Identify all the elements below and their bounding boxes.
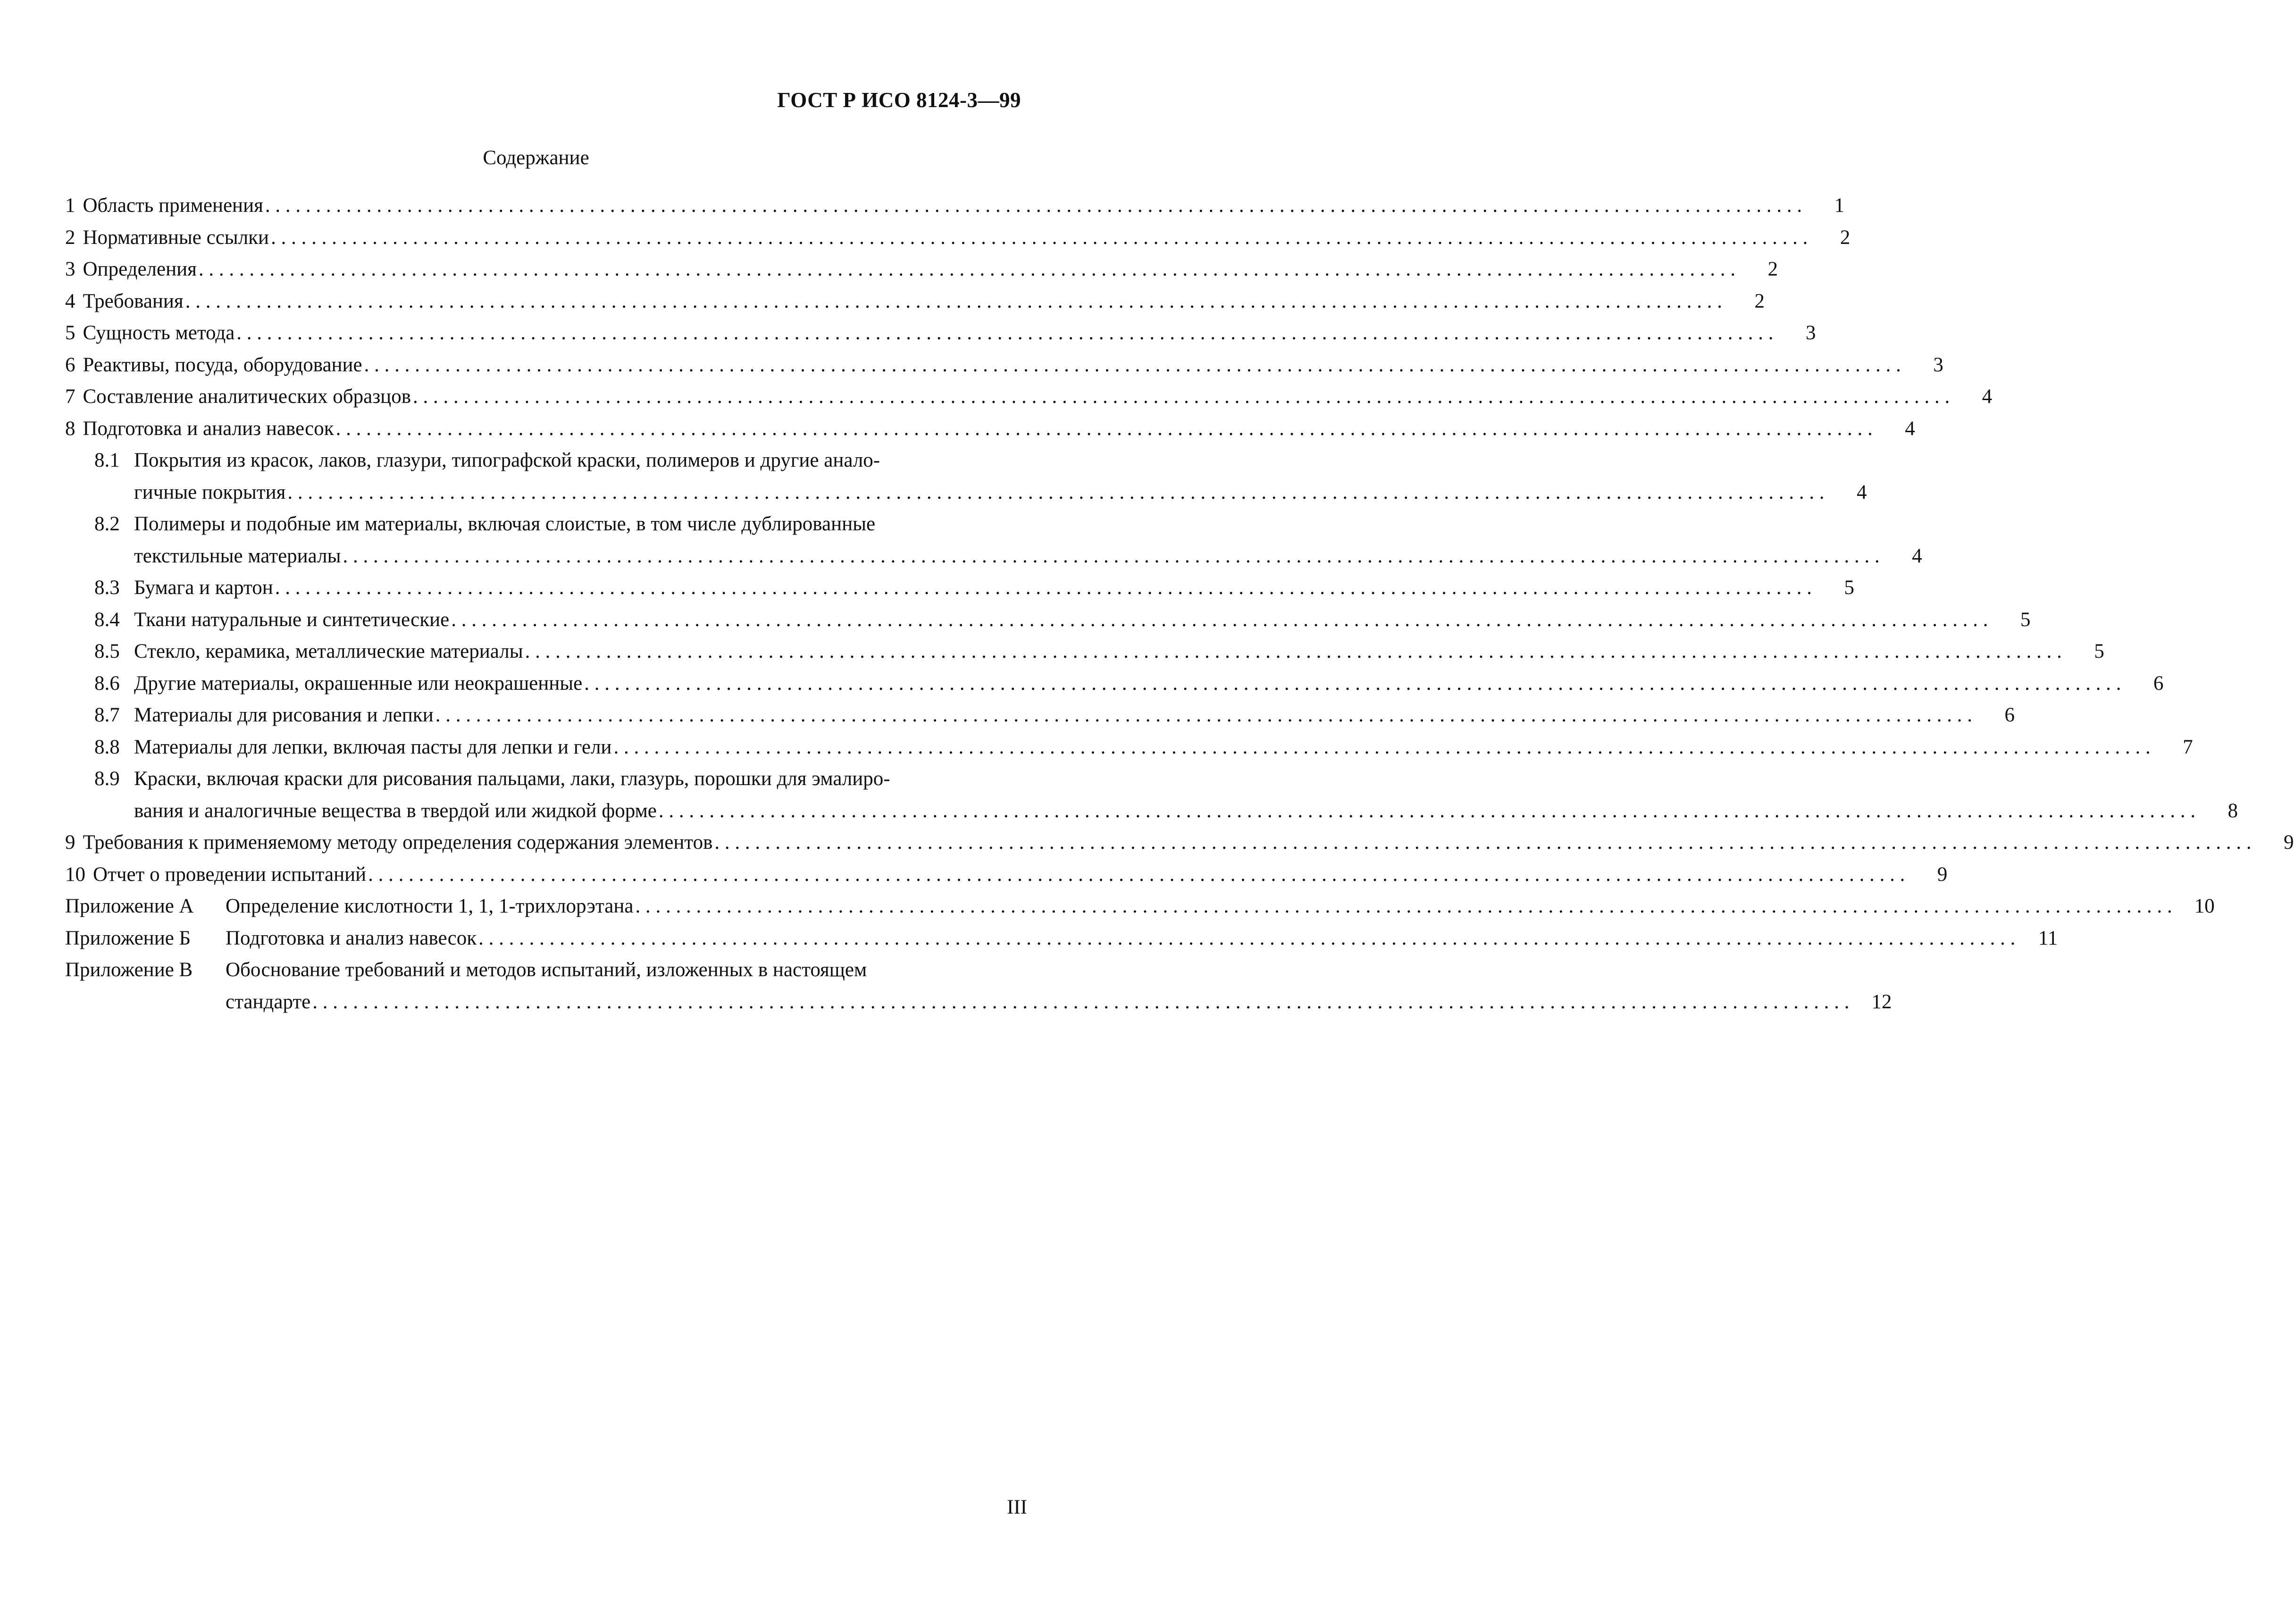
toc-entry-title: Покрытия из красок, лаков, глазури, типографской краски, полимеров и другие анало- xyxy=(134,449,880,471)
leader-dots xyxy=(273,572,1812,604)
toc-entry[interactable] xyxy=(65,285,1765,318)
leader-dots xyxy=(197,253,1735,285)
toc-entry[interactable] xyxy=(65,827,2294,859)
toc-entry-page: 10 xyxy=(2194,895,2215,917)
toc-entry[interactable] xyxy=(65,253,1778,285)
leader-dots xyxy=(712,827,2251,859)
toc-entry[interactable] xyxy=(65,859,1948,891)
toc-entry-title: Определение кислотности 1, 1, 1-трихлорэтана xyxy=(226,895,634,917)
toc-subentry[interactable] xyxy=(65,699,2015,731)
toc-entry-title: Подготовка и анализ навесок xyxy=(83,417,334,440)
toc-entry-title: Полимеры и подобные им материалы, включая слоистые, в том числе дублированные xyxy=(134,513,876,535)
toc-entry[interactable] xyxy=(65,222,1850,254)
toc-title: Содержание xyxy=(483,147,589,169)
toc-entry-number: 8.5 xyxy=(94,640,120,662)
document-code: ГОСТ Р ИСО 8124-3—99 xyxy=(777,88,1021,112)
toc-entry-page: 1 xyxy=(1834,194,1845,217)
toc-entry-title: Сущность метода xyxy=(83,322,235,344)
toc-entry-number: 8.3 xyxy=(94,577,120,599)
toc-entry-page: 4 xyxy=(1857,481,1867,503)
table-of-contents xyxy=(65,190,2294,1018)
toc-entry-number: 2 xyxy=(65,226,75,249)
toc-subentry[interactable] xyxy=(65,636,2104,668)
toc-entry-page: 2 xyxy=(1767,258,1778,280)
toc-entry-number: 8.4 xyxy=(94,608,120,631)
toc-entry[interactable] xyxy=(65,349,1943,381)
toc-entry-page: 4 xyxy=(1982,385,1993,408)
toc-entry-title: Ткани натуральные и синтетические xyxy=(134,608,450,631)
toc-entry[interactable] xyxy=(65,381,1993,413)
toc-entry-page: 6 xyxy=(2004,704,2015,726)
toc-entry-page: 9 xyxy=(2284,831,2294,854)
toc-entry-number: 8.1 xyxy=(94,449,120,471)
toc-subentry[interactable] xyxy=(65,444,1023,477)
toc-entry-title: Определения xyxy=(83,258,197,280)
toc-entry-title: Обоснование требований и методов испытаний, изложенных в настоящем xyxy=(226,959,867,981)
toc-subentry[interactable] xyxy=(65,668,2164,700)
toc-subentry-continuation[interactable] xyxy=(65,795,2238,827)
toc-entry[interactable] xyxy=(65,317,1816,349)
toc-entry-page: 12 xyxy=(1871,990,1892,1013)
toc-appendix-label: Приложение А xyxy=(65,895,194,917)
toc-entry-number: 8.8 xyxy=(94,736,120,758)
toc-entry-page: 9 xyxy=(1937,863,1948,886)
toc-entry-page: 2 xyxy=(1754,290,1765,312)
leader-dots xyxy=(334,413,1873,445)
toc-subentry-continuation[interactable] xyxy=(65,477,1867,509)
toc-entry-title-continuation: стандарте xyxy=(226,990,311,1013)
toc-appendix-continuation[interactable] xyxy=(65,986,1892,1018)
toc-entry-title: Требования xyxy=(83,290,184,312)
toc-subentry-continuation[interactable] xyxy=(65,540,1922,572)
toc-entry-title: Бумага и картон xyxy=(134,577,273,599)
toc-appendix-label: Приложение Б xyxy=(65,927,191,949)
toc-entry-number: 1 xyxy=(65,194,75,217)
toc-entry-page: 4 xyxy=(1905,417,1915,440)
toc-entry-number: 5 xyxy=(65,322,75,344)
leader-dots xyxy=(263,190,1802,222)
toc-entry-page: 5 xyxy=(2020,608,2031,631)
leader-dots xyxy=(366,859,1905,891)
toc-entry-number: 8.9 xyxy=(94,768,120,790)
toc-subentry[interactable] xyxy=(65,604,2031,636)
toc-entry-number: 4 xyxy=(65,290,75,312)
leader-dots xyxy=(285,477,1824,509)
toc-entry-title: Краски, включая краски для рисования пальцами, лаки, глазурь, порошки для эмалиро- xyxy=(134,768,890,790)
toc-entry-page: 4 xyxy=(1912,544,1922,567)
toc-entry-number: 7 xyxy=(65,385,75,408)
toc-subentry[interactable] xyxy=(65,572,1855,604)
toc-entry-title-continuation: гичные покрытия xyxy=(134,481,286,503)
toc-entry-number: 8.2 xyxy=(94,513,120,535)
toc-entry-number: 9 xyxy=(65,831,75,854)
toc-subentry[interactable] xyxy=(65,763,1023,795)
toc-entry-page: 11 xyxy=(2038,927,2058,949)
toc-appendix-entry[interactable] xyxy=(65,922,2058,954)
leader-dots xyxy=(234,317,1773,349)
toc-appendix-label: Приложение В xyxy=(65,959,193,981)
toc-entry-title: Составление аналитических образцов xyxy=(83,385,411,408)
toc-entry-number: 10 xyxy=(65,863,85,886)
toc-entry-number: 8 xyxy=(65,417,75,440)
toc-entry[interactable] xyxy=(65,190,1845,222)
toc-entry-number: 8.7 xyxy=(94,704,120,726)
toc-entry-title: Область применения xyxy=(83,194,263,217)
toc-entry-number: 6 xyxy=(65,353,75,376)
toc-entry-page: 6 xyxy=(2153,672,2164,695)
leader-dots xyxy=(269,222,1808,254)
toc-entry-title-continuation: вания и аналогичные вещества в твердой или жидкой форме xyxy=(134,799,657,822)
leader-dots xyxy=(411,381,1950,413)
leader-dots xyxy=(657,795,2195,827)
leader-dots xyxy=(434,699,1972,731)
leader-dots xyxy=(611,731,2150,763)
page-number: III xyxy=(1007,1496,1027,1518)
toc-subentry[interactable] xyxy=(65,731,2193,763)
toc-entry-title: Реактивы, посуда, оборудование xyxy=(83,353,362,376)
toc-entry-page: 3 xyxy=(1806,322,1816,344)
toc-subentry[interactable] xyxy=(65,508,1023,540)
leader-dots xyxy=(523,636,2062,668)
toc-entry-title: Материалы для лепки, включая пасты для лепки и гели xyxy=(134,736,612,758)
toc-entry-number: 8.6 xyxy=(94,672,120,695)
toc-entry-page: 3 xyxy=(1933,353,1943,376)
toc-entry-title: Требования к применяемому методу определения содержания элементов xyxy=(83,831,713,854)
toc-entry[interactable] xyxy=(65,413,1915,445)
toc-appendix-entry[interactable] xyxy=(65,890,2215,922)
leader-dots xyxy=(633,890,2172,922)
toc-entry-title: Нормативные ссылки xyxy=(83,226,269,249)
toc-entry-page: 5 xyxy=(1844,577,1855,599)
toc-entry-page: 5 xyxy=(2094,640,2104,662)
toc-entry-title: Материалы для рисования и лепки xyxy=(134,704,434,726)
leader-dots xyxy=(582,668,2121,700)
toc-entry-title: Другие материалы, окрашенные или неокрашенные xyxy=(134,672,583,695)
leader-dots xyxy=(184,285,1722,318)
toc-entry-page: 8 xyxy=(2227,799,2238,822)
leader-dots xyxy=(310,986,1849,1018)
leader-dots xyxy=(362,349,1901,381)
toc-entry-title-continuation: текстильные материалы xyxy=(134,544,341,567)
toc-appendix-entry[interactable] xyxy=(65,954,1023,986)
toc-entry-title: Подготовка и анализ навесок xyxy=(226,927,477,949)
toc-entry-title: Стекло, керамика, металлические материалы xyxy=(134,640,523,662)
leader-dots xyxy=(477,922,2015,954)
leader-dots xyxy=(341,540,1879,572)
toc-entry-page: 7 xyxy=(2183,736,2193,758)
toc-entry-title: Отчет о проведении испытаний xyxy=(93,863,367,886)
toc-entry-number: 3 xyxy=(65,258,75,280)
toc-entry-page: 2 xyxy=(1840,226,1850,249)
leader-dots xyxy=(449,604,1988,636)
